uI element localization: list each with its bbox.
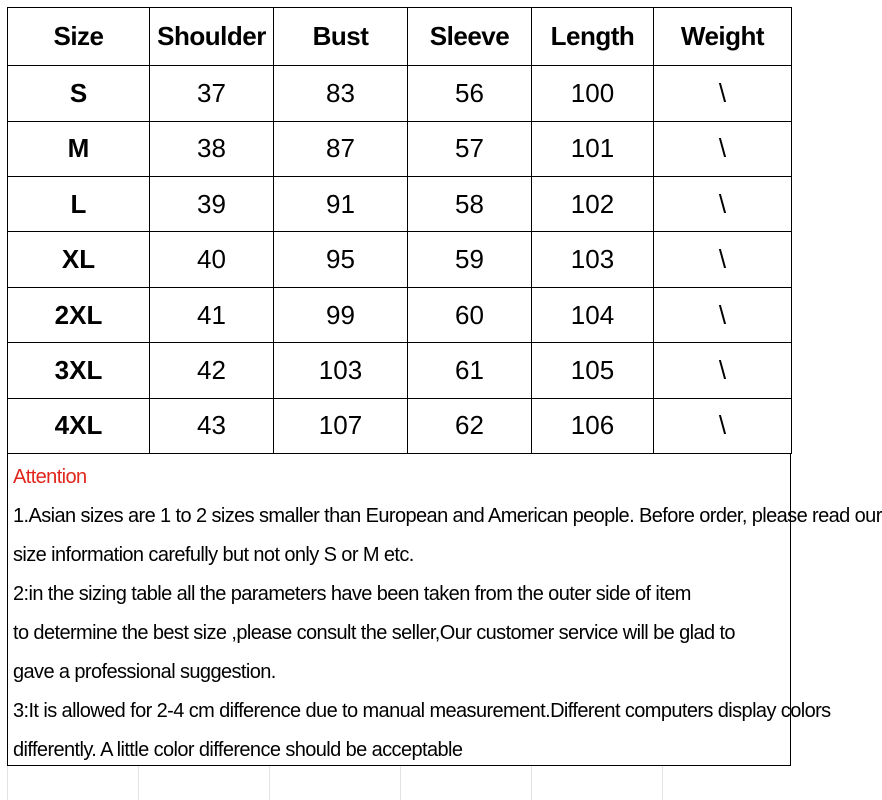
spreadsheet-gridlines: [7, 766, 791, 800]
size-cell: 2XL: [8, 287, 150, 342]
table-row: [8, 121, 792, 176]
length-cell: 103: [532, 232, 654, 287]
table-header-row: [8, 8, 792, 66]
sleeve-cell: 57: [408, 121, 532, 176]
table-row: [8, 287, 792, 342]
length-cell: 100: [532, 66, 654, 121]
shoulder-cell: 42: [150, 343, 274, 398]
length-cell: 104: [532, 287, 654, 342]
sleeve-cell: 56: [408, 66, 532, 121]
bust-cell: 107: [274, 398, 408, 453]
table-row: [8, 66, 792, 121]
size-cell: L: [8, 177, 150, 232]
size-cell: M: [8, 121, 150, 176]
weight-cell: \: [654, 287, 792, 342]
header-size: Size: [8, 8, 150, 66]
length-cell: 106: [532, 398, 654, 453]
sleeve-cell: 61: [408, 343, 532, 398]
shoulder-cell: 38: [150, 121, 274, 176]
note-line: differently. A little color difference should be acceptable: [13, 739, 463, 761]
note-line: 1.Asian sizes are 1 to 2 sizes smaller than European and American people. Before order, please read our: [13, 505, 882, 527]
note-line: 3:It is allowed for 2-4 cm difference due to manual measurement.Different computers display colors: [13, 700, 831, 722]
bust-cell: 83: [274, 66, 408, 121]
shoulder-cell: 41: [150, 287, 274, 342]
length-cell: 105: [532, 343, 654, 398]
length-cell: 101: [532, 121, 654, 176]
header-bust: Bust: [274, 8, 408, 66]
header-sleeve: Sleeve: [408, 8, 532, 66]
bust-cell: 87: [274, 121, 408, 176]
shoulder-cell: 43: [150, 398, 274, 453]
note-line: 2:in the sizing table all the parameters have been taken from the outer side of item: [13, 583, 691, 605]
note-line: gave a professional suggestion.: [13, 661, 276, 683]
bust-cell: 91: [274, 177, 408, 232]
weight-cell: \: [654, 121, 792, 176]
weight-cell: \: [654, 66, 792, 121]
table-row: [8, 398, 792, 453]
note-line: to determine the best size ,please consult the seller,Our customer service will be glad to: [13, 622, 735, 644]
length-cell: 102: [532, 177, 654, 232]
header-weight: Weight: [654, 8, 792, 66]
table-row: [8, 232, 792, 287]
weight-cell: \: [654, 343, 792, 398]
bust-cell: 103: [274, 343, 408, 398]
weight-cell: \: [654, 177, 792, 232]
size-cell: 3XL: [8, 343, 150, 398]
size-cell: 4XL: [8, 398, 150, 453]
sleeve-cell: 60: [408, 287, 532, 342]
shoulder-cell: 39: [150, 177, 274, 232]
weight-cell: \: [654, 232, 792, 287]
weight-cell: \: [654, 398, 792, 453]
attention-heading: Attention: [13, 466, 87, 488]
shoulder-cell: 37: [150, 66, 274, 121]
sleeve-cell: 59: [408, 232, 532, 287]
shoulder-cell: 40: [150, 232, 274, 287]
size-cell: XL: [8, 232, 150, 287]
sleeve-cell: 62: [408, 398, 532, 453]
note-line: size information carefully but not only S or M etc.: [13, 544, 414, 566]
sleeve-cell: 58: [408, 177, 532, 232]
bust-cell: 99: [274, 287, 408, 342]
header-length: Length: [532, 8, 654, 66]
bust-cell: 95: [274, 232, 408, 287]
table-row: [8, 343, 792, 398]
attention-notes-box: [7, 454, 882, 766]
size-cell: S: [8, 66, 150, 121]
table-row: [8, 177, 792, 232]
header-shoulder: Shoulder: [150, 8, 274, 66]
size-chart-table: [7, 7, 792, 454]
